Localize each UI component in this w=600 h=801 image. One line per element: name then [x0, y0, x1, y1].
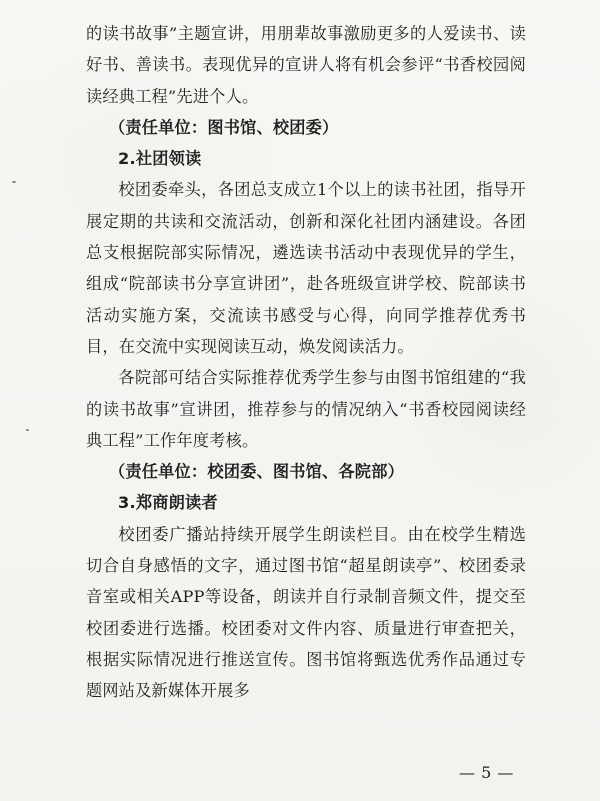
body-paragraph: 校团委广播站持续开展学生朗读栏目。由在校学生精选切合自身感悟的文字，通过图书馆“超星朗读亭”、校团委录音室或相关APP等设备，朗读并自行录制音频文件，提交至校团委进行选播。校团委对文件内容、质量进行审查把关，根据实际情况进行推送宣传。图书馆将甄选优秀作品通过专题网站及新媒体开展多 [86, 524, 526, 701]
body-paragraph: 校团委牵头，各团总支成立1个以上的读书社团，指导开展定期的共读和交流活动，创新和深化社团内涵建设。各团总支根据院部实际情况，遴选读书活动中表现优异的学生，组成“院部读书分享宣讲团”，赴各班级宣讲学校、院部读书活动实施方案，交流读书感受与心得，向同学推荐优秀书目，在交流中实现阅读互动，焕发阅读活力。 [86, 180, 526, 356]
page-number: — 5 — [459, 763, 514, 782]
body-paragraph: 各院部可结合实际推荐优秀学生参与由图书馆组建的“我的读书故事”宣讲团，推荐参与的情况纳入“书香校园阅读经典工程”工作年度考核。 [86, 368, 526, 450]
body-paragraph-continued: 的读书故事”主题宣讲，用朋辈故事激励更多的人爱读书、读好书、善读书。表现优异的宣讲人将有机会参评“书香校园阅读经典工程”先进个人。 [86, 24, 526, 106]
responsible-units-line: （责任单位：校团委、图书馆、各院部） [109, 462, 404, 482]
scan-speck [12, 181, 16, 183]
section-heading: 2.社团领读 [118, 149, 202, 169]
document-content [86, 18, 526, 707]
responsible-units-line: （责任单位：图书馆、校团委） [109, 117, 339, 137]
section-heading: 3.郑商朗读者 [118, 493, 218, 513]
scan-speck [26, 429, 29, 431]
